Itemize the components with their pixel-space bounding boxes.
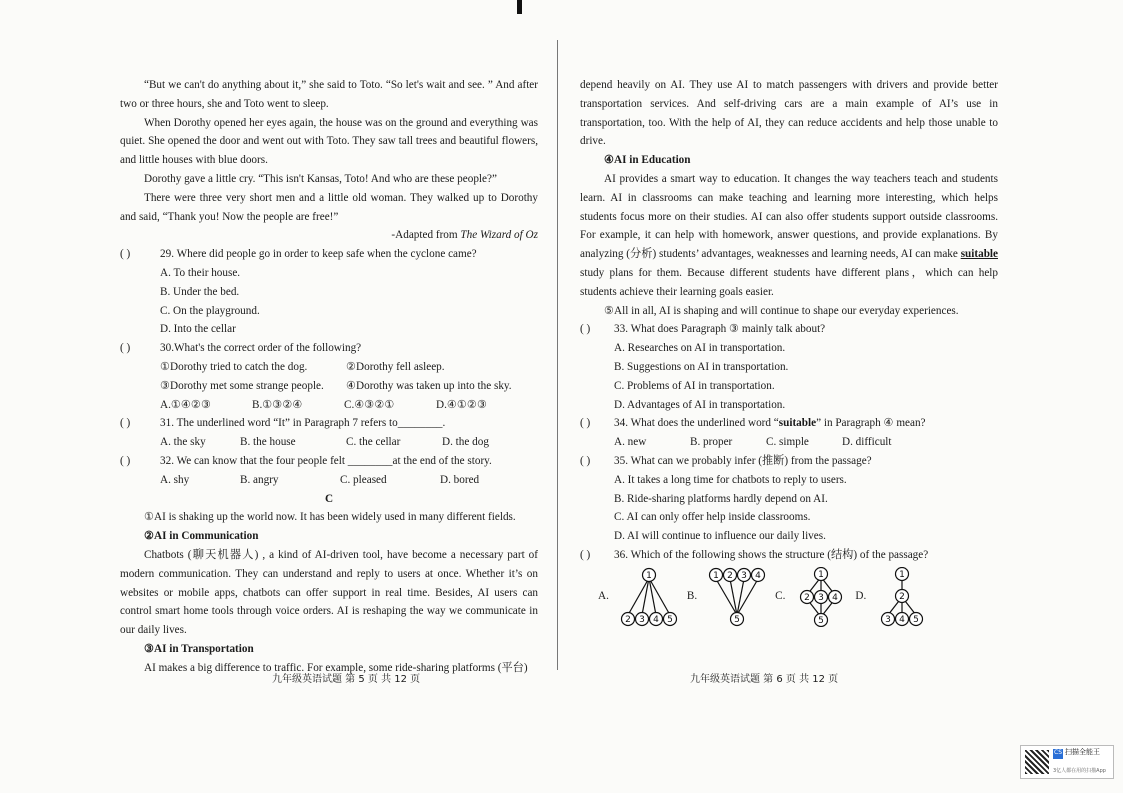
option: D.④①②③	[436, 398, 487, 411]
option: A. Researches on AI in transportation.	[614, 342, 786, 355]
diagram-label: C.	[775, 590, 786, 603]
option: C. AI can only offer help inside classrooms.	[614, 511, 811, 524]
answer-blank[interactable]: ( )	[580, 548, 591, 561]
option: D. bored	[440, 473, 480, 486]
option: A. It takes a long time for chatbots to reply to users.	[614, 473, 847, 486]
node: 5	[913, 614, 920, 625]
node: 1	[713, 570, 720, 581]
node: 2	[899, 591, 906, 602]
event-item: ②Dorothy fell asleep.	[346, 360, 445, 373]
passage-paragraph: depend heavily on AI. They use AI to match passengers with drivers and provide better transportation services. And self-driving cars are a main example of AI’s use in transportation, too. With the help of AI, they can reduce accidents and help those unable to drive.	[580, 79, 998, 148]
option: C.④③②①	[344, 398, 395, 411]
option: D. the dog	[442, 436, 489, 449]
question-31	[120, 414, 538, 433]
node: 5	[667, 614, 673, 625]
passage-paragraph: ①AI is shaking up the world now. It has been widely used in many different fields.	[144, 511, 516, 524]
diagram-label: B.	[686, 590, 698, 603]
options-row	[120, 396, 538, 415]
event-row	[120, 358, 538, 377]
scanner-text	[1053, 743, 1106, 781]
options-row	[120, 433, 540, 452]
diagram-option-c[interactable]	[775, 567, 849, 627]
question-29	[120, 245, 538, 264]
node: 4	[755, 570, 762, 581]
question-36	[580, 546, 998, 565]
question-stem: 36. Which of the following shows the structure (结构) of the passage?	[614, 548, 929, 561]
passage-paragraph: Chatbots (聊天机器人) , a kind of AI-driven tool, have become a necessary part of modern communication. They can understand and reply to users at once. Whether it’s on websites or mobile apps, chatbots can offer support in real time. Besides, AI users can control smart home tools through voice orders. AI is reshaping the way we communicate in our daily lives.	[120, 548, 538, 637]
option: A. To their house.	[160, 266, 241, 279]
option: A. the sky	[160, 436, 206, 449]
cs-logo-icon: CS	[1053, 749, 1063, 759]
node: 4	[899, 614, 906, 625]
text-run: study plans for them. Because different students have different plans，which can help students achieve their learning goals easier.	[580, 266, 998, 298]
answer-blank[interactable]: ( )	[120, 248, 131, 261]
node: 2	[804, 592, 811, 603]
answer-blank[interactable]: ( )	[120, 342, 131, 355]
options-row	[120, 471, 538, 490]
node: 4	[832, 592, 839, 603]
text-run: 34. What does the underlined word “	[614, 417, 779, 430]
option: B. Suggestions on AI in transportation.	[614, 360, 789, 373]
diagram-a	[617, 567, 681, 627]
option: D. difficult	[842, 436, 892, 449]
passage-paragraph	[580, 170, 998, 302]
page-footer: 九年级英语试题 第 6 页 共 12 页	[690, 674, 839, 685]
diagram-label: A.	[598, 590, 609, 603]
underlined-word: suitable	[960, 248, 998, 261]
question-stem: 33. What does Paragraph ③ mainly talk about?	[614, 323, 826, 336]
option: B. Ride-sharing platforms hardly depend on AI.	[614, 492, 828, 505]
story-paragraph: There were three very short men and a little old woman. They walked up to Dorothy and said, “Thank you! Now the people are free!”	[120, 191, 538, 223]
paragraph-heading: ④AI in Education	[604, 154, 691, 167]
option: C. pleased	[340, 473, 387, 486]
question-stem	[614, 414, 926, 433]
page-divider	[557, 40, 558, 670]
option: B. the house	[240, 436, 296, 449]
node: 3	[639, 614, 645, 625]
right-page	[580, 76, 998, 627]
question-30	[120, 339, 538, 358]
event-item: ③Dorothy met some strange people.	[160, 379, 324, 392]
option: C. the cellar	[346, 436, 401, 449]
story-paragraph: “But we can't do anything about it,” she said to Toto. “So let's wait and see. ” And after two or three hours, she and Toto went to sleep.	[120, 79, 538, 110]
option: C. Problems of AI in transportation.	[614, 379, 775, 392]
diagram-b	[705, 567, 769, 627]
event-item: ④Dorothy was taken up into the sky.	[346, 379, 512, 392]
node: 1	[899, 569, 906, 580]
question-33	[580, 320, 998, 339]
option: D. AI will continue to influence our daily lives.	[614, 530, 826, 543]
node: 4	[653, 614, 659, 625]
question-35	[580, 452, 998, 471]
source-title: The Wizard of Oz	[460, 229, 538, 242]
question-stem: 29. Where did people go in order to keep safe when the cyclone came?	[160, 248, 477, 261]
diagram-option-b[interactable]	[687, 567, 769, 627]
options-row	[580, 433, 998, 452]
left-page	[120, 76, 538, 678]
binding-mark	[517, 0, 522, 14]
scanner-tagline: 3亿人都在用的扫描App	[1053, 768, 1106, 774]
passage-paragraph: AI makes a big difference to traffic. For example, some ride-sharing platforms (平台)	[144, 661, 528, 674]
story-paragraph: Dorothy gave a little cry. “This isn't Kansas, Toto! And who are these people?”	[144, 172, 497, 185]
node: 1	[818, 569, 825, 580]
node: 5	[818, 615, 825, 626]
qr-code-icon	[1025, 750, 1049, 774]
node: 3	[741, 570, 748, 581]
answer-blank[interactable]: ( )	[120, 417, 131, 430]
answer-blank[interactable]: ( )	[580, 417, 591, 430]
source-line	[120, 226, 538, 245]
diagram-label: D.	[855, 590, 867, 603]
paragraph-heading: ③AI in Transportation	[144, 642, 254, 655]
question-stem: 30.What's the correct order of the following?	[160, 342, 362, 355]
scanner-watermark	[1020, 745, 1114, 779]
answer-blank[interactable]: ( )	[120, 454, 131, 467]
passage-paragraph: ⑤All in all, AI is shaping and will continue to shape our everyday experiences.	[604, 304, 959, 317]
option: A.①④②③	[160, 398, 211, 411]
diagram-option-d[interactable]	[855, 567, 930, 627]
option: B. proper	[690, 436, 733, 449]
node: 5	[734, 614, 741, 625]
story-paragraph: When Dorothy opened her eyes again, the house was on the ground and everything was quiet. She opened the door and went out with Toto. They saw tall trees and beautiful flowers, and little houses with blue doors.	[120, 116, 538, 167]
question-stem: 35. What can we probably infer (推断) from the passage?	[614, 454, 872, 467]
diagram-option-a[interactable]	[598, 567, 681, 627]
option: C. On the playground.	[160, 304, 260, 317]
option: D. Into the cellar	[160, 323, 236, 336]
structure-diagrams	[598, 567, 998, 627]
option: A. new	[614, 436, 647, 449]
question-stem: 32. We can know that the four people felt ________at the end of the story.	[160, 454, 492, 467]
diagram-d	[874, 567, 930, 627]
answer-blank[interactable]: ( )	[580, 323, 591, 336]
diagram-c	[793, 567, 849, 627]
question-stem: 31. The underlined word “It” in Paragraph 7 refers to________.	[160, 417, 446, 430]
section-heading: C	[324, 492, 334, 505]
option: B. angry	[240, 473, 279, 486]
scanner-app-name: 扫描全能王	[1065, 748, 1100, 757]
page-footer: 九年级英语试题 第 5 页 共 12 页	[272, 674, 421, 685]
event-item: ①Dorothy tried to catch the dog.	[160, 360, 308, 373]
answer-blank[interactable]: ( )	[580, 454, 591, 467]
node: 1	[646, 570, 652, 581]
option: C. simple	[766, 436, 809, 449]
option: B.①③②④	[252, 398, 303, 411]
bold-word: suitable	[778, 417, 817, 430]
text-run: ” in Paragraph ④ mean?	[816, 417, 926, 430]
source-prefix: -Adapted from	[391, 229, 461, 242]
option: A. shy	[160, 473, 190, 486]
option: B. Under the bed.	[160, 285, 240, 298]
question-32	[120, 452, 538, 471]
paragraph-heading: ②AI in Communication	[144, 530, 259, 543]
node: 2	[625, 614, 631, 625]
node: 3	[885, 614, 892, 625]
node: 2	[727, 570, 734, 581]
question-34	[580, 414, 998, 433]
option: D. Advantages of AI in transportation.	[614, 398, 786, 411]
node: 3	[818, 592, 825, 603]
event-row	[120, 377, 538, 396]
text-run: AI provides a smart way to education. It changes the way teachers teach and students learn. AI in classrooms can make teaching and learning more interesting, which helps students focus more on their studies. AI can also offer students support outside classrooms. For example, it can help with homework, answer questions, and provide explanations. By analyzing (分析) students’ advantages, weaknesses and learning needs, AI can make	[580, 172, 998, 261]
